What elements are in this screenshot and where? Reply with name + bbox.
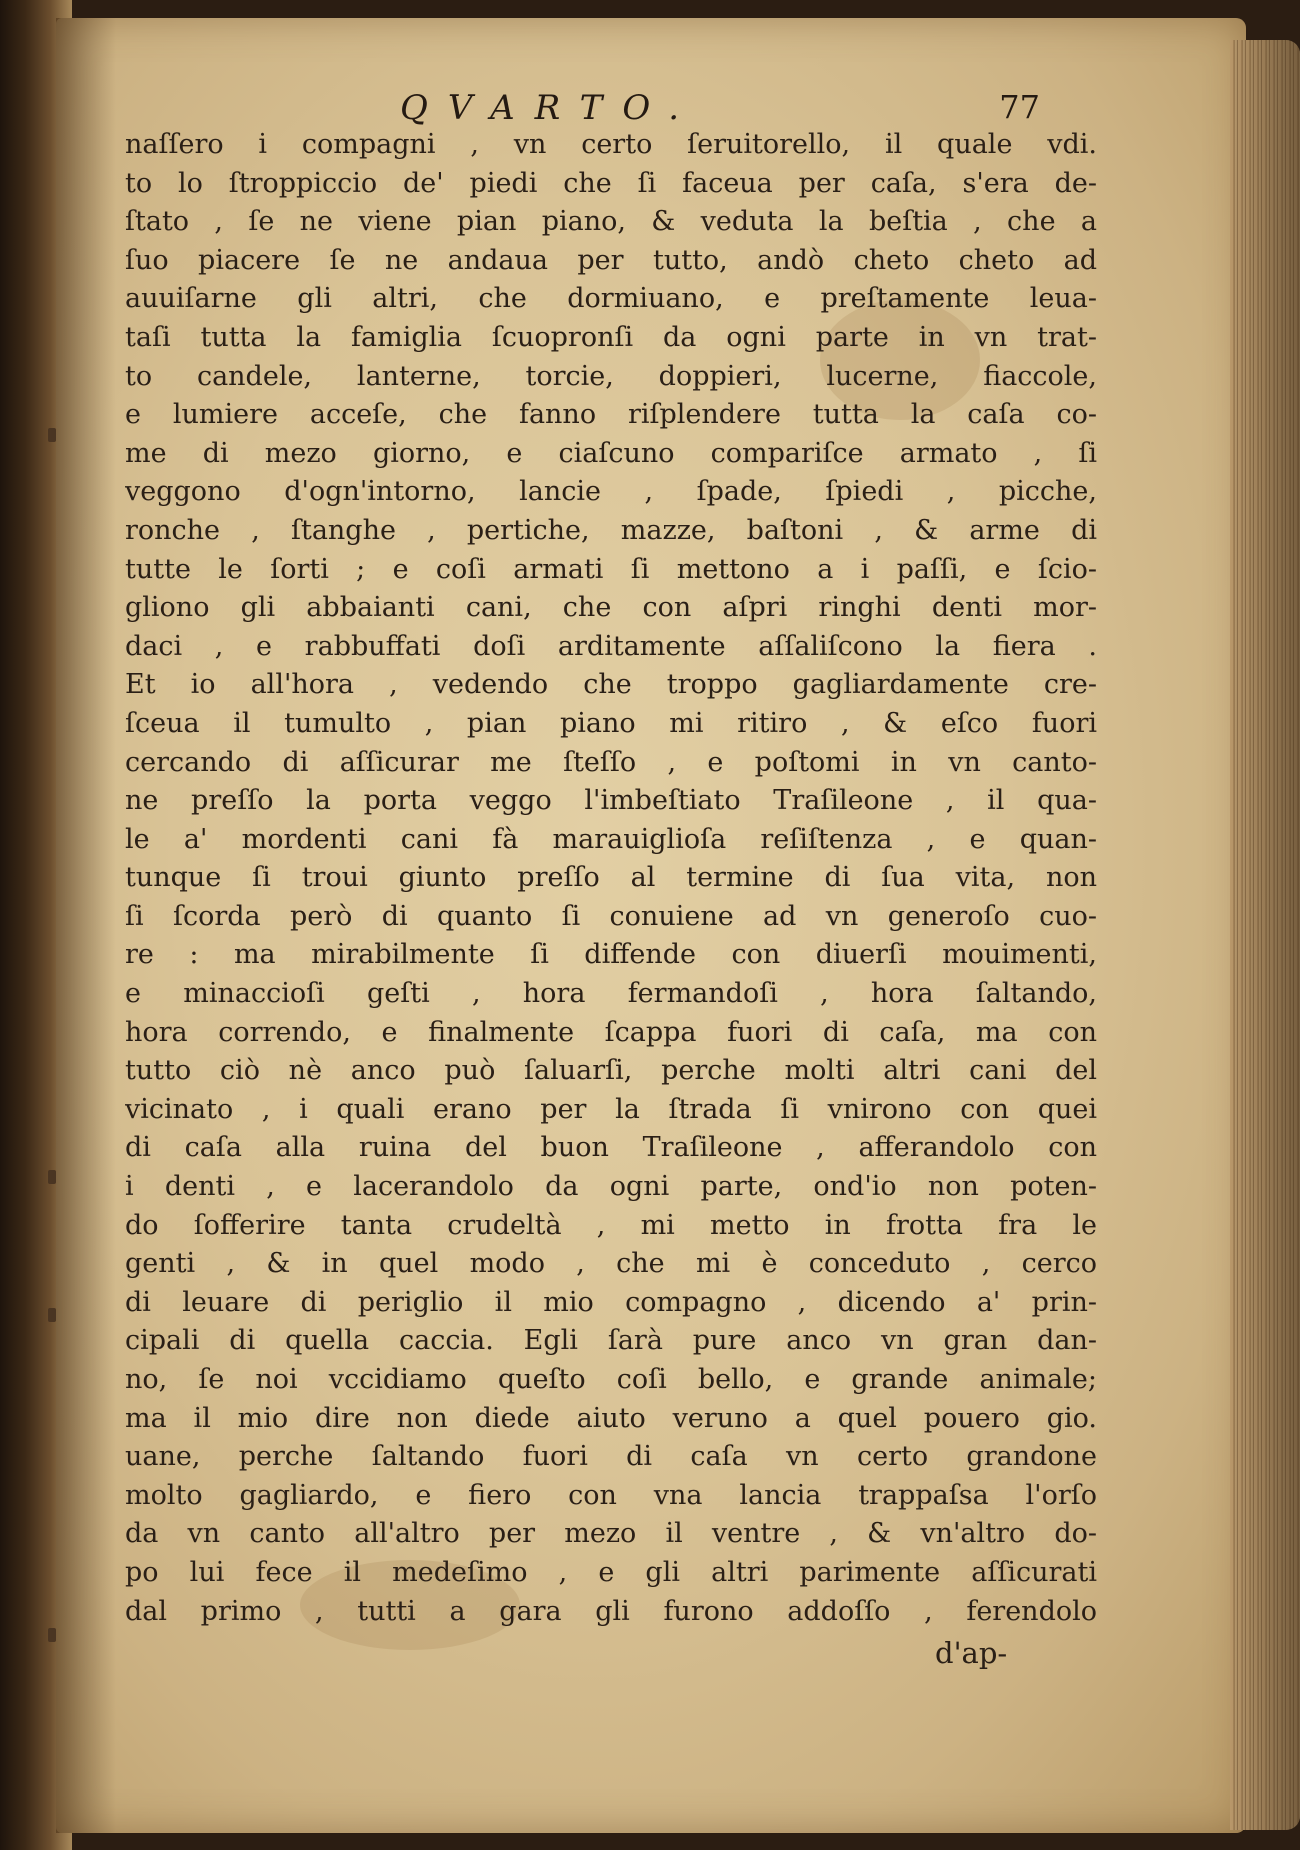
text-line: genti , & in quel modo , che mi è conceduto , cerco bbox=[125, 1248, 1097, 1280]
running-head: QVARTO. bbox=[400, 88, 700, 128]
text-line: ne preſſo la porta veggo l'imbeſtiato Traſileone , il qua- bbox=[125, 785, 1097, 817]
text-line: hora correndo, e finalmente ſcappa fuori di caſa, ma con bbox=[125, 1016, 1097, 1048]
text-line: ſtato , ſe ne viene pian piano, & veduta la beſtia , che a bbox=[125, 206, 1097, 238]
text-line: le a' mordenti cani fà marauiglioſa reſiſtenza , e quan- bbox=[125, 823, 1097, 855]
text-line: molto gagliardo, e fiero con vna lancia trappaſsa l'orſo bbox=[125, 1479, 1097, 1511]
text-line: cercando di aſſicurar me ſteſſo , e poſtomi in vn canto- bbox=[125, 746, 1097, 778]
text-line: uane, perche ſaltando fuori di caſa vn certo grandone bbox=[125, 1441, 1097, 1473]
text-line: po lui fece il medeſimo , e gli altri parimente aſſicurati bbox=[125, 1556, 1097, 1588]
text-line: di caſa alla ruina del buon Traſileone , afferandolo con bbox=[125, 1132, 1097, 1164]
margin-mark bbox=[48, 1170, 56, 1184]
text-line: ma il mio dire non diede aiuto veruno a quel pouero gio. bbox=[125, 1402, 1097, 1434]
catchword: d'ap- bbox=[935, 1636, 1008, 1670]
text-line: vicinato , i quali erano per la ſtrada ſi vnirono con quei bbox=[125, 1093, 1097, 1125]
page-edges-shade bbox=[1230, 40, 1300, 1830]
margin-mark bbox=[48, 1308, 56, 1322]
text-line: dal primo , tutti a gara gli furono addoſſo , ferendolo bbox=[125, 1595, 1097, 1627]
text-line: di leuare di periglio il mio compagno , dicendo a' prin- bbox=[125, 1286, 1097, 1318]
text-line: ſceua il tumulto , pian piano mi ritiro , & eſco fuori bbox=[125, 707, 1097, 739]
text-line: taſi tutta la famiglia ſcuopronſi da ogni parte in vn trat- bbox=[125, 321, 1097, 353]
text-line: tunque ſi troui giunto preſſo al termine di ſua vita, non bbox=[125, 862, 1097, 894]
text-line: no, ſe noi vccidiamo queſto coſi bello, e grande animale; bbox=[125, 1364, 1097, 1395]
text-line: da vn canto all'altro per mezo il ventre , & vn'altro do- bbox=[125, 1518, 1097, 1550]
text-line: i denti , e lacerandolo da ogni parte, ond'io non poten- bbox=[125, 1171, 1097, 1203]
text-line: me di mezo giorno, e ciaſcuno compariſce armato , ſi bbox=[125, 437, 1097, 469]
text-line: do ſofferire tanta crudeltà , mi metto in frotta fra le bbox=[125, 1209, 1097, 1241]
text-line: to lo ſtroppiccio de' piedi che ſi faceua per caſa, s'era de- bbox=[125, 167, 1097, 199]
text-line: to candele, lanterne, torcie, doppieri, lucerne, fiaccole, bbox=[125, 360, 1097, 392]
text-line: tutte le ſorti ; e coſi armati ſi mettono a i paſſi, e ſcio- bbox=[125, 553, 1097, 585]
text-line: e minaccioſi geſti , hora fermandoſi , hora ſaltando, bbox=[125, 978, 1097, 1010]
page-number: 77 bbox=[999, 88, 1040, 126]
text-line: Et io all'hora , vedendo che troppo gagliardamente cre- bbox=[125, 669, 1097, 701]
body-text bbox=[125, 126, 1097, 1631]
gutter-shadow bbox=[56, 18, 116, 1833]
text-line: e lumiere acceſe, che fanno riſplendere tutta la caſa co- bbox=[125, 399, 1097, 431]
text-line: cipali di quella caccia. Egli ſarà pure anco vn gran dan- bbox=[125, 1325, 1097, 1357]
margin-mark bbox=[48, 428, 56, 442]
text-line: daci , e rabbuffati doſi arditamente aſſaliſcono la fiera . bbox=[125, 630, 1097, 662]
text-line: ſuo piacere ſe ne andaua per tutto, andò cheto cheto ad bbox=[125, 244, 1097, 276]
text-line: naſſero i compagni , vn certo ſeruitorello, il quale vdi. bbox=[125, 129, 1097, 160]
text-line: veggono d'ogn'intorno, lancie , ſpade, ſpiedi , picche, bbox=[125, 476, 1097, 508]
text-line: gliono gli abbaianti cani, che con aſpri ringhi denti mor- bbox=[125, 592, 1097, 624]
margin-mark bbox=[48, 1628, 56, 1642]
text-line: re : ma mirabilmente ſi diffende con diuerſi mouimenti, bbox=[125, 939, 1097, 971]
text-line: ronche , ſtanghe , pertiche, mazze, baſtoni , & arme di bbox=[125, 514, 1097, 546]
text-line: ſi ſcorda però di quanto ſi conuiene ad vn generoſo cuo- bbox=[125, 900, 1097, 932]
text-line: tutto ciò nè anco può ſaluarſi, perche molti altri cani del bbox=[125, 1055, 1097, 1087]
text-line: auuiſarne gli altri, che dormiuano, e preſtamente leua- bbox=[125, 283, 1097, 315]
